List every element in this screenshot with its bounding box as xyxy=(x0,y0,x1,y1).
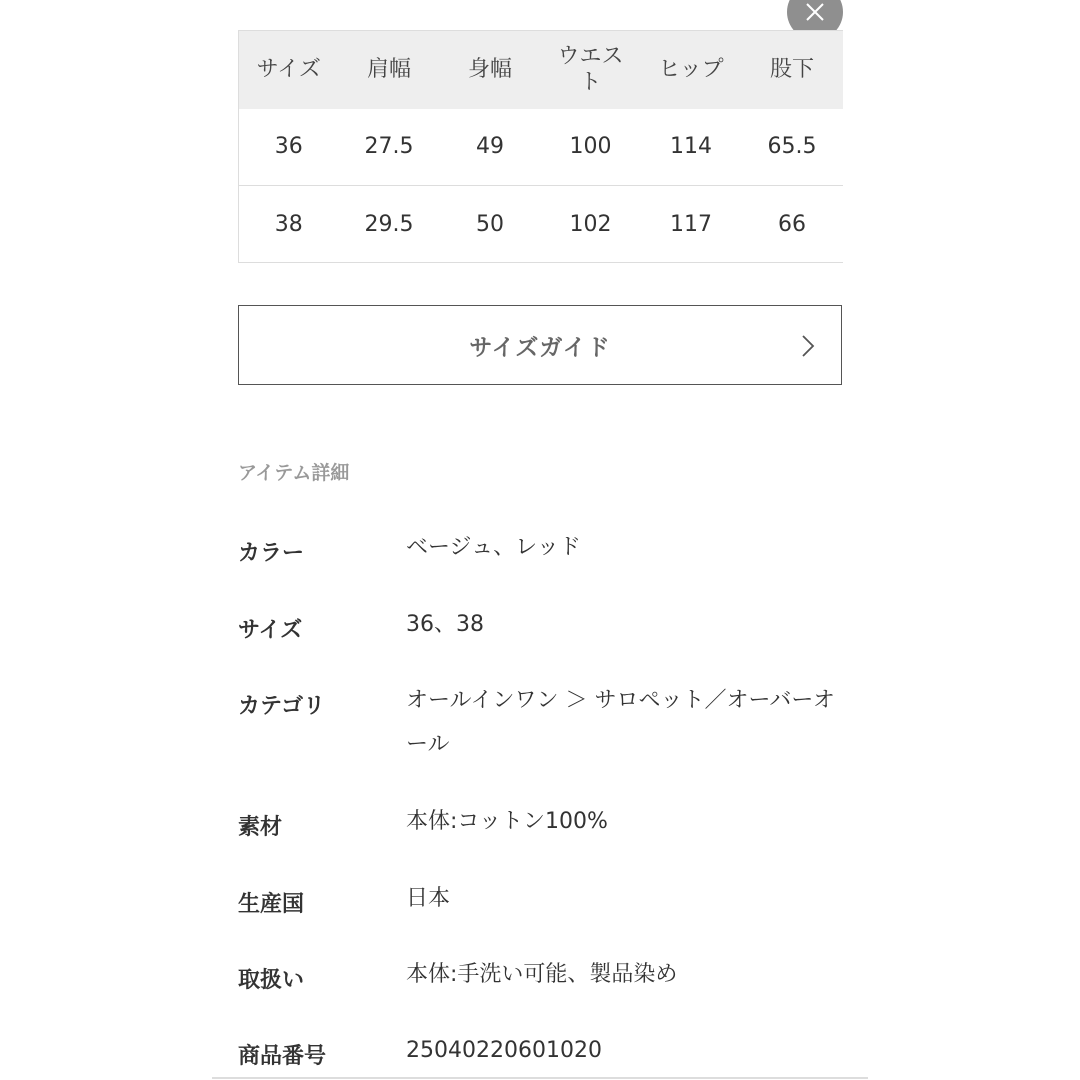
size-table-header xyxy=(239,31,843,109)
close-icon xyxy=(804,1,826,23)
size-guide-label: サイズガイド xyxy=(469,334,611,361)
table-cell: 50 xyxy=(476,211,504,237)
detail-key: 取扱い xyxy=(238,968,305,993)
detail-key: 生産国 xyxy=(238,892,305,917)
divider xyxy=(212,1077,868,1079)
table-cell: 66 xyxy=(778,211,806,237)
table-cell: 49 xyxy=(476,134,504,160)
detail-value: ベージュ、レッド xyxy=(406,535,581,560)
table-cell: 38 xyxy=(239,186,339,263)
size-guide-button[interactable] xyxy=(238,305,842,385)
table-cell: 117 xyxy=(670,211,712,237)
table-row xyxy=(239,109,843,186)
table-cell: 102 xyxy=(569,211,612,237)
detail-key: サイズ xyxy=(238,618,303,643)
detail-value: 25040220601020 xyxy=(406,1038,602,1063)
detail-key: カテゴリ xyxy=(238,694,326,719)
table-cell: 100 xyxy=(569,134,612,160)
col-header-body-width: 身幅 xyxy=(440,31,541,109)
table-cell: 36 xyxy=(239,109,339,186)
detail-value: 本体:手洗い可能、製品染め xyxy=(406,962,678,987)
chevron-right-icon xyxy=(801,334,815,362)
detail-key: カラー xyxy=(238,541,305,566)
detail-key: 商品番号 xyxy=(238,1044,327,1069)
table-row xyxy=(239,186,843,263)
detail-value: 本体:コットン100% xyxy=(406,809,608,834)
size-table xyxy=(238,30,843,263)
detail-value: 36、38 xyxy=(406,612,484,637)
col-header-shoulder: 肩幅 xyxy=(339,31,440,109)
table-cell: 29.5 xyxy=(364,211,414,237)
col-header-size: サイズ xyxy=(239,31,339,109)
col-header-inseam: 股下 xyxy=(742,31,843,109)
detail-value: 日本 xyxy=(406,886,451,911)
table-cell: 27.5 xyxy=(364,134,414,160)
col-header-waist: ウエスト xyxy=(541,31,641,109)
table-cell: 65.5 xyxy=(767,134,817,160)
table-cell: 114 xyxy=(670,134,712,160)
col-header-hip: ヒップ xyxy=(641,31,742,109)
item-details-title: アイテム詳細 xyxy=(238,462,350,484)
detail-key: 素材 xyxy=(238,815,283,840)
detail-value[interactable]: オールインワン ＞ サロペット／オーバーオール xyxy=(406,688,835,757)
